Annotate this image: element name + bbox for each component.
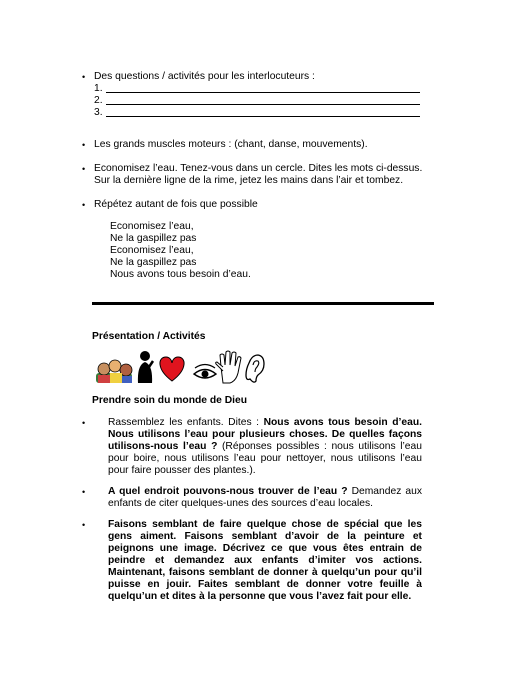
answer-line[interactable] <box>106 92 420 93</box>
question-number: 1. <box>94 83 103 94</box>
bullet-dot: • <box>82 418 86 428</box>
rhyme-line: Economisez l’eau, <box>110 245 194 256</box>
question-number: 2. <box>94 95 103 106</box>
bullet-dot: • <box>82 200 86 210</box>
heart-icon <box>160 357 184 381</box>
children-group-icon <box>96 360 132 383</box>
economize-line-1: Economisez l’eau. Tenez-vous dans un cercle. Dites les mots ci-dessus. <box>94 163 423 174</box>
rhyme-line: Nous avons tous besoin d’eau. <box>110 269 251 280</box>
senses-icon-row <box>96 349 266 385</box>
questions-label: Des questions / activités pour les interlocuteurs : <box>94 71 315 82</box>
rhyme-line: Ne la gaspillez pas <box>110 233 197 244</box>
bullet-dot: • <box>82 164 86 174</box>
rhyme-line: Economisez l’eau, <box>110 221 194 232</box>
economize-line-2: Sur la dernière ligne de la rime, jetez les mains dans l’air et tombez. <box>94 175 404 186</box>
gather-intro: Rassemblez les enfants. Dites : <box>108 417 264 428</box>
section-heading: Présentation / Activités <box>92 331 206 342</box>
pretend-paragraph: Faisons semblant de faire quelque chose de spécial que les gens aiment. Faisons semblant d’avoir de la peinture et peignons une image. Décrivez ce que vous êtes entrain de peindre et demandez aux enfants d’imiter vos actions. Maintenant, faisons semblant de donner à quelqu’un pour qu’il puisse en jouir. Faites semblant de donner votre feuille à quelqu’un et dites à la personne que vous l’avez fait pour elle. <box>108 519 422 602</box>
hand-icon <box>216 351 241 383</box>
where-instruction: Demandez aux enfants de citer quelques-unes des sources d’eau locales. <box>108 486 422 509</box>
where-paragraph <box>108 486 422 510</box>
section-divider <box>92 302 434 305</box>
repeat-text: Répétez autant de fois que possible <box>94 199 258 210</box>
rhyme-line: Ne la gaspillez pas <box>110 257 197 268</box>
answer-line[interactable] <box>106 116 420 117</box>
ear-icon <box>246 355 264 382</box>
where-question: A quel endroit pouvons-nous trouver de l’eau ? <box>108 486 348 497</box>
subheading: Prendre soin du monde de Dieu <box>92 395 248 406</box>
gather-question: Nous avons tous besoin d’eau. Nous utilisons l’eau pour plusieurs choses. De quelles façons utilisons-nous l’eau ? <box>108 417 422 452</box>
praying-child-icon <box>138 351 153 383</box>
answer-line[interactable] <box>106 104 420 105</box>
muscles-text: Les grands muscles moteurs : (chant, danse, mouvements). <box>94 139 368 150</box>
eye-icon <box>194 365 216 379</box>
bullet-dot: • <box>82 487 86 497</box>
bullet-dot: • <box>82 72 86 82</box>
question-number: 3. <box>94 107 103 118</box>
bullet-dot: • <box>82 140 86 150</box>
gather-answers: (Réponses possibles : nous utilisons l’eau pour boire, nous utilisons l’eau pour nettoyer, nous utilisons l’eau pour faire pousser des plantes.). <box>108 441 422 476</box>
bullet-dot: • <box>82 520 86 530</box>
gather-paragraph <box>108 417 422 477</box>
